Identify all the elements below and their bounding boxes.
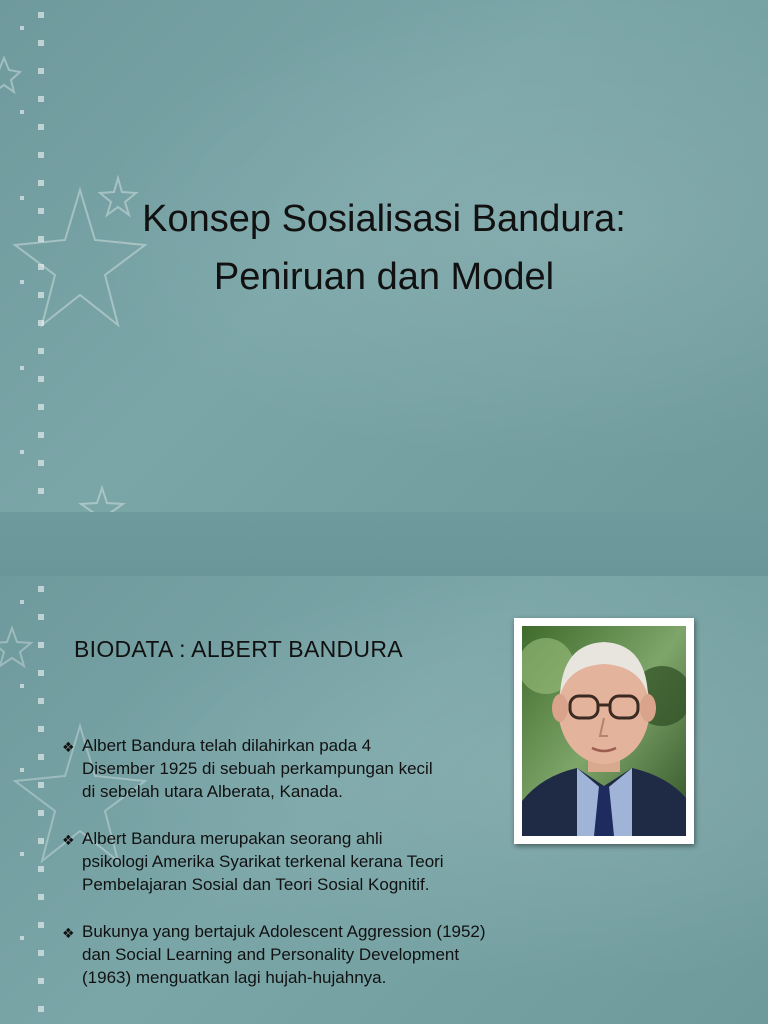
portrait-photo [522,626,686,836]
diamond-bullet-icon: ❖ [62,739,75,755]
bullet-line: psikologi Amerika Syarikat terkenal kerana Teori [82,852,444,871]
list-item [62,827,532,896]
bullet-line: Albert Bandura telah dilahirkan pada 4 [82,736,372,755]
title-line-1: Konsep Sosialisasi Bandura: [142,198,626,240]
bullet-line: Disember 1925 di sebuah perkampungan kecil [82,759,433,778]
title-line-2: Peniruan dan Model [213,256,555,298]
list-item [62,920,532,989]
bullet-line: Bukunya yang bertajuk Adolescent Aggression (1952) [82,922,486,941]
bullet-line: Albert Bandura merupakan seorang ahli [82,829,383,848]
biodata-slide [0,576,768,1024]
diamond-bullet-icon: ❖ [62,925,75,941]
bullet-line: (1963) menguatkan lagi hujah-hujahnya. [82,968,387,987]
portrait-photo-frame [514,618,694,844]
list-item [62,734,532,803]
slide-title [84,190,684,306]
bullet-line: di sebelah utara Alberata, Kanada. [82,782,343,801]
slide-gap [0,512,768,576]
biodata-heading: BIODATA : ALBERT BANDURA [74,636,403,662]
biodata-bullet-list [62,734,532,1013]
bullet-line: Pembelajaran Sosial dan Teori Sosial Kognitif. [82,875,430,894]
bullet-line: dan Social Learning and Personality Development [82,945,460,964]
diamond-bullet-icon: ❖ [62,832,75,848]
